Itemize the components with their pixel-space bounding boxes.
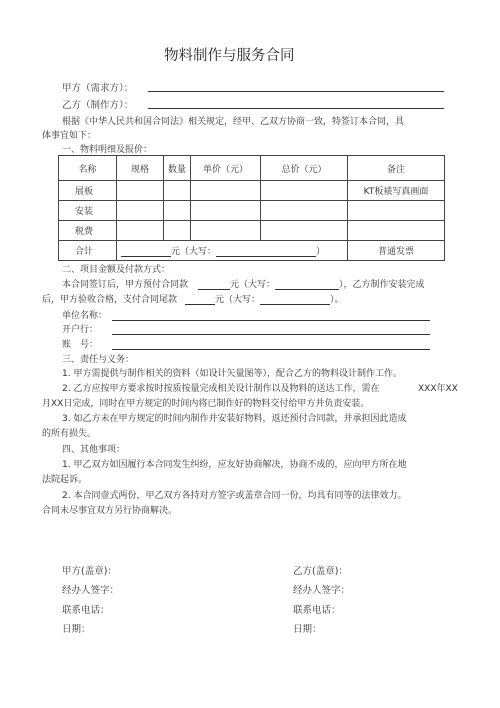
party-a-phone: 联系电话： xyxy=(62,605,110,616)
table-row xyxy=(59,221,445,241)
section-1-heading: 一、物料明细及报价： xyxy=(62,145,153,155)
table-cell xyxy=(164,201,191,221)
other-1-line-2: 法院起诉。 xyxy=(42,475,88,485)
table-row xyxy=(59,181,445,201)
table-header-cell: 备注 xyxy=(348,156,445,181)
section-3-heading: 三、责任与义务： xyxy=(62,355,135,365)
table-cell xyxy=(117,201,164,221)
total-amount-cell xyxy=(117,241,348,261)
bank-account-label: 账 号： xyxy=(62,340,99,350)
table-header-row xyxy=(59,156,445,181)
prepay-amount-blank xyxy=(198,279,230,290)
table-header-cell: 数量 xyxy=(164,156,191,181)
total-note: 普通发票 xyxy=(348,241,445,261)
payment-line-1 xyxy=(62,277,425,290)
party-b-date: 日期： xyxy=(293,624,322,635)
total-close: ） xyxy=(316,247,326,257)
table-cell xyxy=(191,181,261,201)
total-label: 合计 xyxy=(59,241,117,261)
table-header-cell: 名称 xyxy=(59,156,117,181)
table-cell xyxy=(191,221,261,241)
bank-branch-label: 开户行： xyxy=(62,325,99,335)
payment-line-2-text: 后，甲方验收合格，支付合同尾款 xyxy=(42,295,178,305)
table-cell xyxy=(348,201,445,221)
payment-line-1-text: 本合同签订后，甲方预付合同款 xyxy=(62,280,189,290)
table-cell xyxy=(117,221,164,241)
section-4-heading: 四、其他事项： xyxy=(62,445,126,455)
final-words-blank xyxy=(260,294,330,305)
table-header-cell: 单价（元） xyxy=(191,156,261,181)
table-cell xyxy=(261,221,348,241)
table-cell xyxy=(348,221,445,241)
table-cell xyxy=(191,201,261,221)
table-cell xyxy=(261,181,348,201)
final-amount-blank xyxy=(185,294,215,305)
party-a-seal: 甲方(盖章)： xyxy=(62,566,117,577)
other-2-line-1: 2. 本合同壹式两份，甲乙双方各持对方签字或盖章合同一份，均具有同等的法律效力。 xyxy=(62,491,407,501)
payment-line-2-end: ）。 xyxy=(330,295,344,305)
bank-account-line xyxy=(112,349,430,350)
party-b-line xyxy=(148,108,444,109)
party-a-agent: 经办人签字： xyxy=(62,585,120,596)
other-1-line-1: 1. 甲乙双方如因履行本合同发生纠纷，应友好协商解决，协商不成的，应向甲方所在地 xyxy=(62,460,407,470)
party-a-label: 甲方（需求方）： xyxy=(62,83,134,94)
duty-2-line-2: 月XX日完成，同时在甲方规定的时间内将已制作好的物料交付给甲方并负责安装。 xyxy=(42,399,370,409)
table-row xyxy=(59,201,445,221)
other-2-line-2: 合同未尽事宜双方另行协商解决。 xyxy=(42,506,178,516)
duty-2-line-1: 2. 乙方应按甲方要求按时按质按量完成相关设计制作以及物料的送达工作，需在 xyxy=(62,384,380,394)
intro-line-1: 根据《中华人民共和国合同法》相关规定，经甲、乙双方协商一致，特签订本合同，具 xyxy=(62,117,405,127)
page-title: 物料制作与服务合同 xyxy=(164,48,295,64)
section-2-heading: 二、项目金额及付款方式： xyxy=(62,265,171,275)
party-b-agent: 经办人签字： xyxy=(293,585,351,596)
table-cell xyxy=(261,201,348,221)
party-b-label: 乙方（制作方）： xyxy=(62,100,134,111)
total-words-blank xyxy=(216,246,316,257)
bank-branch-line xyxy=(112,334,430,335)
bank-name-label: 单位名称： xyxy=(62,311,108,321)
party-b-seal: 乙方(盖章)： xyxy=(293,566,348,577)
total-unit: 元（大写： xyxy=(171,247,217,257)
table-cell xyxy=(164,181,191,201)
final-unit: 元（大写： xyxy=(215,295,261,305)
table-total-row xyxy=(59,241,445,261)
table-cell: KT板裱写真画面 xyxy=(348,181,445,201)
prepay-unit: 元（大写： xyxy=(230,280,276,290)
table-cell xyxy=(117,181,164,201)
table-header-cell: 规格 xyxy=(117,156,164,181)
party-a-line xyxy=(148,91,444,92)
bank-name-line xyxy=(112,320,430,321)
payment-line-1-end: ），乙方制作安装完成 xyxy=(339,280,425,290)
table-cell: 安装 xyxy=(59,201,117,221)
duty-1: 1. 甲方需提供与制作相关的资料（如设计矢量图等），配合乙方的物料设计制作工作。 xyxy=(62,369,402,379)
intro-line-2: 体事宜如下： xyxy=(42,131,97,141)
prepay-words-blank xyxy=(275,279,339,290)
table-header-cell: 总价（元） xyxy=(261,156,348,181)
duty-2-date: XXX年XX xyxy=(418,384,458,394)
duty-3-line-2: 的所有损失。 xyxy=(42,429,97,439)
table-cell: 展板 xyxy=(59,181,117,201)
party-a-date: 日期： xyxy=(62,624,91,635)
payment-line-2 xyxy=(42,292,344,305)
total-amount-blank xyxy=(121,246,171,257)
table-cell: 税费 xyxy=(59,221,117,241)
table-cell xyxy=(164,221,191,241)
items-table xyxy=(58,155,445,261)
duty-3-line-1: 3. 如乙方未在甲方规定的时间内制作并安装好物料，返还预付合同款，并承担因此造成 xyxy=(62,414,407,424)
party-b-phone: 联系电话： xyxy=(293,605,341,616)
